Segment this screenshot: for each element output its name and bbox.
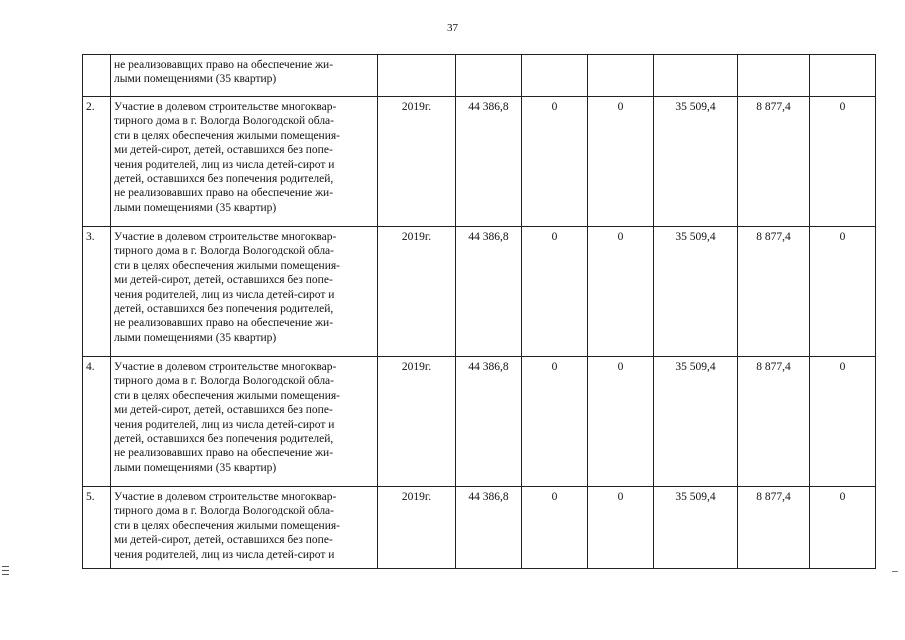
row-value-4: 35 509,4 xyxy=(654,227,738,357)
description-line: Участие в долевом строительстве многоквар- xyxy=(114,361,337,373)
description-line: чения родителей, лиц из числа детей-сирот и xyxy=(114,548,335,561)
row-number: 2. xyxy=(83,97,111,227)
description-line: ми детей-сирот, детей, оставшихся без попе- xyxy=(114,534,333,547)
row-total: 44 386,8 xyxy=(456,227,522,357)
description-line: не реализовавщих право на обеспечение жи- xyxy=(114,59,334,71)
description-line: Участие в долевом строительстве многоквар- xyxy=(114,491,337,503)
row-value-6: 0 xyxy=(810,227,876,357)
description-line: чения родителей, лиц из числа детей-сирот и xyxy=(114,418,335,431)
table-row xyxy=(83,227,876,357)
table-row xyxy=(83,357,876,487)
scan-margin-marks xyxy=(2,566,9,578)
funding-table xyxy=(82,54,876,569)
description-line: ми детей-сирот, детей, оставшихся без попе- xyxy=(114,274,333,287)
table-body xyxy=(83,55,876,569)
row-description xyxy=(111,487,378,569)
description-line: сти в целях обеспечения жилыми помещения- xyxy=(114,389,340,402)
description-line: лыми помещениями (35 квартир) xyxy=(114,461,277,474)
row-value-4: 35 509,4 xyxy=(654,487,738,569)
row-value-5 xyxy=(738,55,810,97)
row-total xyxy=(456,55,522,97)
description-line: детей, оставшихся без попечения родителей, xyxy=(114,433,334,446)
description-line: не реализовавших право на обеспечение жи- xyxy=(114,187,334,200)
row-value-6: 0 xyxy=(810,97,876,227)
description-line: чения родителей, лиц из числа детей-сирот и xyxy=(114,288,335,301)
row-number: 3. xyxy=(83,227,111,357)
description-line: не реализовавших право на обеспечение жи- xyxy=(114,317,334,330)
row-value-3: 0 xyxy=(588,357,654,487)
row-value-2: 0 xyxy=(522,357,588,487)
row-number: 4. xyxy=(83,357,111,487)
description-line: сти в целях обеспечения жилыми помещения- xyxy=(114,129,340,142)
row-number: 5. xyxy=(83,487,111,569)
row-value-6: 0 xyxy=(810,487,876,569)
description-line: сти в целях обеспечения жилыми помещения- xyxy=(114,259,340,272)
description-line: лыми помещениями (35 квартир) xyxy=(114,73,277,86)
row-value-3 xyxy=(588,55,654,97)
row-value-5: 8 877,4 xyxy=(738,357,810,487)
row-value-3: 0 xyxy=(588,487,654,569)
row-description xyxy=(111,357,378,487)
row-total: 44 386,8 xyxy=(456,97,522,227)
row-value-2: 0 xyxy=(522,97,588,227)
row-value-4: 35 509,4 xyxy=(654,97,738,227)
description-line: Участие в долевом строительстве многоквар- xyxy=(114,231,337,243)
table-row xyxy=(83,487,876,569)
description-line: не реализовавших право на обеспечение жи- xyxy=(114,447,334,460)
description-line: детей, оставшихся без попечения родителей, xyxy=(114,173,334,186)
description-line: лыми помещениями (35 квартир) xyxy=(114,201,277,214)
row-number xyxy=(83,55,111,97)
row-description xyxy=(111,55,378,97)
description-line: лыми помещениями (35 квартир) xyxy=(114,331,277,344)
row-year: 2019г. xyxy=(378,227,456,357)
scan-edge-mark xyxy=(892,571,898,572)
description-line: детей, оставшихся без попечения родителей, xyxy=(114,303,334,316)
row-value-3: 0 xyxy=(588,97,654,227)
table-row xyxy=(83,55,876,97)
description-line: чения родителей, лиц из числа детей-сирот и xyxy=(114,158,335,171)
row-total: 44 386,8 xyxy=(456,357,522,487)
row-value-4 xyxy=(654,55,738,97)
description-line: сти в целях обеспечения жилыми помещения- xyxy=(114,519,340,532)
page-number: 37 xyxy=(447,22,458,34)
description-line: тирного дома в г. Вологда Вологодской обла- xyxy=(114,505,334,518)
row-year: 2019г. xyxy=(378,487,456,569)
row-description xyxy=(111,97,378,227)
row-value-6 xyxy=(810,55,876,97)
description-line: тирного дома в г. Вологда Вологодской обла- xyxy=(114,245,334,258)
description-line: ми детей-сирот, детей, оставшихся без попе- xyxy=(114,404,333,417)
row-year: 2019г. xyxy=(378,97,456,227)
table-row xyxy=(83,97,876,227)
row-value-5: 8 877,4 xyxy=(738,487,810,569)
description-line: Участие в долевом строительстве многоквар- xyxy=(114,101,337,113)
description-line: тирного дома в г. Вологда Вологодской обла- xyxy=(114,115,334,128)
row-value-5: 8 877,4 xyxy=(738,97,810,227)
row-value-2 xyxy=(522,55,588,97)
description-line: тирного дома в г. Вологда Вологодской обла- xyxy=(114,375,334,388)
row-value-3: 0 xyxy=(588,227,654,357)
description-line: ми детей-сирот, детей, оставшихся без попе- xyxy=(114,144,333,157)
row-value-4: 35 509,4 xyxy=(654,357,738,487)
row-description xyxy=(111,227,378,357)
row-value-5: 8 877,4 xyxy=(738,227,810,357)
row-year: 2019г. xyxy=(378,357,456,487)
row-value-2: 0 xyxy=(522,227,588,357)
row-value-2: 0 xyxy=(522,487,588,569)
row-year xyxy=(378,55,456,97)
row-value-6: 0 xyxy=(810,357,876,487)
row-total: 44 386,8 xyxy=(456,487,522,569)
